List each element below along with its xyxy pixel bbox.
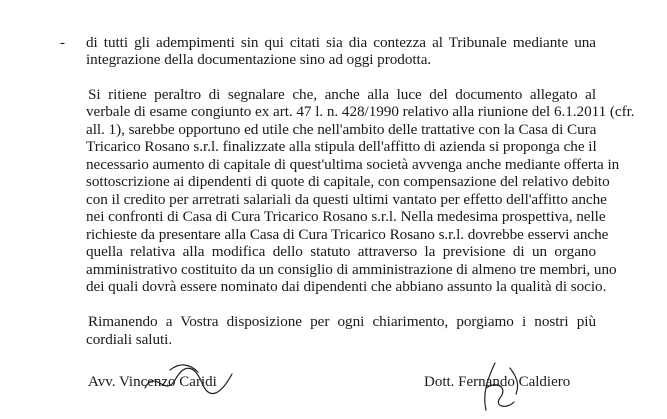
main-paragraph-line-5: necessario aumento di capitale di quest'ultima società avvenga anche mediante offerta in bbox=[86, 156, 620, 173]
bullet-dash: - bbox=[60, 35, 65, 51]
main-paragraph-line-10: quella relativa alla modifica dello statuto attraverso la previsione di un organo bbox=[86, 243, 596, 260]
signature-name-right: Dott. Fernando Caldiero bbox=[424, 374, 571, 390]
closing-line-1: Rimanendo a Vostra disposizione per ogni chiarimento, porgiamo i nostri più bbox=[88, 313, 596, 330]
main-paragraph-line-8: nei confronti di Casa di Cura Tricarico Rosano s.r.l. Nella medesima prospettiva, nelle bbox=[86, 208, 606, 225]
main-paragraph-line-12: dei quali dovrà essere nominato dai dipendenti che abbiano assunto la qualità di socio. bbox=[86, 278, 607, 295]
bullet-line-2: integrazione della documentazione sino ad oggi prodotta. bbox=[86, 51, 432, 68]
signature-scrawl-left bbox=[140, 358, 240, 403]
main-paragraph-line-2: verbale di esame congiunto ex art. 47 l. n. 428/1990 relativo alla riunione del 6.1.2011 (cfr. bbox=[86, 103, 635, 120]
closing-line-2: cordiali saluti. bbox=[86, 331, 173, 348]
signature-scrawl-right bbox=[470, 358, 540, 418]
main-paragraph-line-1: Si ritiene peraltro di segnalare che, anche alla luce del documento allegato al bbox=[88, 86, 596, 103]
bullet-line-1: di tutti gli adempimenti sin qui citati sia dia contezza al Tribunale mediante una bbox=[86, 34, 596, 51]
main-paragraph-line-7: con il credito per arretrati salariali da questi ultimi vantato per effetto dell'affitto anche bbox=[86, 191, 607, 208]
main-paragraph-line-11: amministrativo costituito da un consiglio di amministrazione di almeno tre membri, uno bbox=[86, 261, 617, 278]
signature-name-left: Avv. Vincenzo Caridi bbox=[88, 374, 217, 390]
main-paragraph-line-3: all. 1), sarebbe opportuno ed utile che nell'ambito delle trattative con la Casa di Cura bbox=[86, 121, 597, 138]
main-paragraph-line-6: sottoscrizione ai dipendenti di quote di capitale, con compensazione del relativo debito bbox=[86, 173, 610, 190]
main-paragraph-line-9: richieste da presentare alla Casa di Cura Tricarico Rosano s.r.l. dovrebbe esservi anche bbox=[86, 226, 609, 243]
main-paragraph-line-4: Tricarico Rosano s.r.l. finalizzate alla stipula dell'affitto di azienda si proponga che il bbox=[86, 138, 597, 155]
